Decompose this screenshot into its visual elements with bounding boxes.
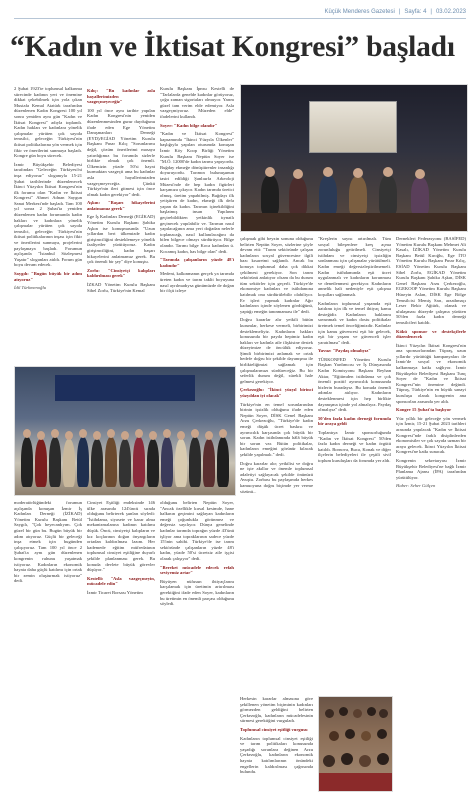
subheading: Kestelli: "Asla vazgeçmeyin, mücadele edin" <box>87 575 155 587</box>
subheading: Soyer: "Kadın bilge olandır" <box>160 122 218 128</box>
paragraph: Kongrenin sekretaryası İzmir Büyükşehir Belediyesi'ne bağlı İzmir Planlama Ajansı (İPA) tarafından yürütülüyor. <box>396 457 466 480</box>
page-number: Sayfa: 4 <box>404 9 427 15</box>
subheading: Toplumsal cinsiyet eşitliği vurgusu <box>240 726 308 732</box>
subheading: Kökü sponsor ve destekçilerle düzenlenecek <box>396 328 466 340</box>
article-column-9 <box>160 500 234 790</box>
paragraph: "Kadın ve İktisat Kongresi" kapsamında "İkinci Yüzyıla Ülkenler" başlığıyla yapılan oturumda konuşan İzmir Köy Koop Birliği Yönetim Kurulu Başkanı Neptün Soyer ise "M.Ö. 12000'de kadın tarımı yapıyordu. Buğday ekmeğe dönüştürenler insanlığı doyuruyordu. Tarımın bulunuşunun tasiri edildiği Şanlıurfa Arkeoloji Müzesi'nde de hep kadın figürleri karşımıza çıkıyor. Kadın tarımda üretici olmuş, üretim yapabilmiş. Buğdayı ilk yetiştiren de kadın, ekmeği ilk defa yapan da kadın. Tarımın içinekildiğini başlatmış insan Yapılınm geçirebildikten yetkinlik tıynatlı geçinecek yapılabilir ve. Tarımın nasıl yapılacağının ama yeri doğadan nelerle toplanacağı, nasıl kullanılacağını da bilen bilgece olmayı sürdürüyor. Bilge olandır. Tarımı bilge Koca kadından ü. Kocamış kadın, has bilge olan" dedi. <box>160 131 234 254</box>
byline: İdil Türkmenoğlu <box>14 285 47 291</box>
group-photo <box>14 366 236 496</box>
header-divider <box>14 18 466 19</box>
paragraph: TÜRKONFED Yönetim Kurulu Başkan Yardımcısı ve İş Dünyasında Kadın Komisyonu Başkanı Reyhan Aktar, "Eğitimden istihdama ve çok önemli pozitif ayrımcılık konusunda bizlerin buradayız. Bu konuda önemli adımlar atılıyor. Kadınların desteklenmesi için hep birlikte dayanışma içinde yol almalıyız. Paydaş olmalıyız" dedi. <box>318 356 391 413</box>
subheading: Zorlu: "Cinsiyetçi kalıpları kaldırılması gerek" <box>87 267 155 279</box>
paragraph: Herkesin kararlar almasına göre şekillenen yönetim biçiminin kadınları görmezden geldiğini belirten Çerkezoğlu, kadınların mücadelesinin sürmesi gerektiğini vurguladı. <box>240 696 313 724</box>
audience-photo <box>318 696 393 792</box>
subheading: Saygılı: "Bugün büyük bir adım atıyoruz" <box>14 271 82 282</box>
paragraph: Doğru kararlar alır yetkili bütün kurumlar, herkese vermeli, birbirimizi desteklemeliyiz. Kadınların hakları konusunda bir payda hepimiz kadın hakları ve kadınla aile ilişkisine destek düzeyimize de öncülük ediyoruz. Şimdi birbirimizi anlamak ve ortak hedefe doğru bir şekilde dayanışma ile birlikteliğimizi sağlamak için çalışmalarımızı sürdüreceğiz. Bu bir seferlik durum değil, sürekli hale gelmesi gerekiyor. <box>240 317 313 384</box>
header-separator: | <box>398 9 401 15</box>
paragraph: Medeni, kalkınmanın gerçek ya tarımda üreten kadın ve tarım taklit boyuyuna nasıl ayrılmadıysa günümüzde de doğan bir ölçü izleye <box>160 271 234 294</box>
article-column-10 <box>240 696 313 790</box>
subheading: 50'den fazla kadın derneği forumda bir araya geldi <box>318 415 391 427</box>
article-column-6 <box>396 236 466 790</box>
paragraph: Kadınların toplumsal cinsiyet eşitliği ve tarım politikaları konusunda yaşadığı sorunlara değinen Arzu Çerkezoğlu, kadınların ekonomik hayata katılımlarının önündeki engellerin kaldırılması çağrısında bulundu. <box>240 735 313 775</box>
article-column-2 <box>87 86 155 362</box>
paragraph: Kurulu Başkanı İpnsu Kestelli de "Tarlalarda genelde kadınlar görüyoruz, çoğu zaman sigortaları olmuyor. Yarım güzel tam verim elde edemiyor. Asla vazgeçmiyoruz. Müzeden elde" ifadelerini kullandı. <box>160 86 234 119</box>
subheading: Çerkezoğlu: "İkinci yüzyıl birinci yüzyıldan iyi olacak" <box>240 387 313 399</box>
paragraph: Ege İş Kadınları Derneği (EGİKAD) Yönetim Kurulu Başkanı Şahika Aşkın ise konuşmasında "Uzun yıllardan beri ülkemizde kadın girişimciliğini desteklemeye yönelik faaliyetler yürütüyoruz. Kadın girişimciliğini, kadın başarı hikayelerini anlatmamız gerek. Bu çok önemli bir şey" diye konuştu. <box>87 214 155 265</box>
article-column-7 <box>14 500 82 790</box>
paragraph: İZKAD Yönetim Kurulu Başkanı Sibel Zorlu, Türkiye'nin Kemal <box>87 282 155 293</box>
subheading: Aşkın: "Başarı hikayelerini anlatmamız gerek" <box>87 200 155 211</box>
paragraph: İzmir Ticaret Borsası Yönetim <box>87 589 143 595</box>
article-column-4 <box>240 236 313 690</box>
conference-stage-photo <box>240 84 468 232</box>
byline: Haber: Seher Gülçen <box>396 483 436 489</box>
publication-name: Küçük Menderes Gazetesi <box>324 9 395 15</box>
paragraph: 100 yıl önce aynı tarihte yapılan Kadın Kongresi'nin yeniden düzenlenmesinden gurur duyduğunu ifade eden Ege Yönetim Danışmanları Derneği (EYD)/EGİAD Yönetim Kurulu Başkanı Pınar Kılıç "Sorunlarımı değil, çözüm önerilerimi masaya yatırdığımız bu forumda sizlerle birlikte olmak çok önemli. Ülkemizin yüzde 50'si hayat kurmaktan vazgeçti ama bu kadınlar asla hayallerimizden vazgeçmeyeceğiz. Çünkü Türkiye'nin ileri gitmesi için önce olmak kadın gerekiyor" dedi. <box>87 107 155 197</box>
projection-screen <box>309 101 397 153</box>
subheading: Kongre 15 Şubat'ta başlıyor <box>396 407 452 413</box>
paragraph: moderatörlüğündeki forumun açılışında konuşan İzmir İş Kadınları Derneği (İZİKAD) Yönetim Kurulu Başkanı Betül Saygılı, "Çok heyecanlıyım. Çok güzel bir gün bu. Bugün büyük bir adım atıyoruz. Güçlü bir geleceği inşa etmek için bugünden çalışıyoruz. Tam 100 yıl önce 2 Şubat'ta aynı gün düzenlenen kongrenin ruhunu yaşatmak istiyoruz. Kadınların ekonomik hayata daha güçlü katılımı için ortak bir zemin oluşturmak istiyoruz" dedi. <box>14 500 82 584</box>
article-column-1 <box>14 86 82 362</box>
header-separator-2: | <box>430 9 432 15</box>
issue-date: 03.02.2023 <box>435 9 466 15</box>
congress-banner <box>55 375 195 401</box>
paragraph: İzmir Büyükşehir Belediyesi tarafından "Geleceğin Türkiyesi'ni inşa ediyoruz" sloganıyla 15-21 Şubat tarihlerinde düzenlenecek İkinci Yüzyılın İktisat Kongresi'nin ilk forumu olan "Kadın ve İktisat Kongresi" Ahmet Adnan Saygun Sanat Merkezi'nde başladı. Tam 100 yıl sonra 2 Şubat'ta yeniden düzenlenen kadın forumunda kadın hakları ve kadınlara yönelik çalışmalar yürüten çok sayıda temsilci, geleceğin Türkiyesi'nin iktisat politikalarının inşası için fikir ve önerilerini sunmaya, projelerini paylaşmaya başladı. Forumun açılışında "İstanbul Sözleşmesi Yaşatır" sloganları atıldı. Forum gün boyu devam edecek. <box>14 161 82 268</box>
paragraph: 2 Şubat 1923'te toplumsal kalkınma sürecinde kadının yeri ve önemine dikkat çekebilmek için yola çıkan Mustafa Kemal Atatürk tarafından düzenlenen Kadın Kongresi 100 yıl sonra yeniden aynı gün "Kadın ve İktisat Kongresi" adıyla toplandı. Kadın hakları ve kadınlara yönelik çalışmalar yürüten çok sayıda temsilci, geleceğin Türkiyesi'nin iktisat politikalarına yön vermek için fikir ve önerilerini sunmaya başladı. Kongre gün boyu sürecek. <box>14 86 82 159</box>
page-header <box>14 6 466 18</box>
subheading: Kılıç: "Bu kadınlar asla hayallerimizden vazgeçmeyeceğiz" <box>87 88 155 105</box>
subheading: "Bereket mücadele edecek refah seviyemiz artar" <box>160 564 234 576</box>
article-column-8 <box>87 500 155 790</box>
paragraph: Cinsiyet Eşitliği endeksinde 146 ülke arasında 124'üncü sırada olduğunu belirterek şunları söyledi: "İstihdama, siyasete ve karar alma mekanizmalarına kadının katılımı düşük. Öncü, cinsiyetçi kalıpların ve kız koçlarının doğan önyargıların ortadan kaldırılması lazım. Her kademede eğitim müfredatının toplumsal cinsiyet eşitliğine duyarlı şekilde planlanması gerek. Bu konuda devlete büyük görevler düşüyor." <box>87 500 155 573</box>
paragraph: Doğru kararlar alır; yetkilisi ve doğru ne işte akıllar ve önemle toplumsal adaletiyi sağlayacak şekilde önünüzü Avuştu. Zorbası bu paylaşımda herkes kamuoyuna doğru biçimde yer verme sözünü... <box>240 460 313 494</box>
paragraph: İkinci Yüzyılın İktisat Kongresi'nin ana sponsorlarından Tüpraş, uzun yıllardır yürüttüğü kampanyaları ile İzmir'de sosyal ve ekonomik kalkınmaya katkı sağlıyor. İzmir Büyükşehir Belediyesi Başkanı Tunç Soyer de "Kadın ve İktisat Kongresi"nin önemine değindi. Tüpraş, Türkiye'nin en büyük sanayi kuruluşu olarak kongrenin ana sponsorları arasında yer aldı. <box>396 342 466 404</box>
article-column-5 <box>318 236 391 690</box>
paragraph: Kadınların toplumsal yaşamda eşit katılımı için ilk ve temel ihtiyaç kamu desteğidir. Kadınların haklarını savunmak ve kadın dostu politikalar üretmek temel önceliğimizdir. Kadınlar için kamu güvencesi eşit bir gelecek, eşit bir yaşam ve güvenceli işler yaratılması" dedi. <box>318 300 391 345</box>
article-headline: “Kadın ve İktisat Kongresi” başladı <box>10 31 455 63</box>
paragraph: çalışmak gibi beyzin sonuna olduğunu belirten Neptün Soyer, sözlerine şöyle devam etti: "Tarım sektöründe çalışan kadınların sosyal güvencesine ilgili bazı kısaretmi sağlandı. Ancak bu konuya toplumsal daha çok dikkat çekilmesi gerekiyor. Son tarım sektörünü anlatıyor olsam da bu durum tüm sektörler için geçerli. Türkiye'de ekonomiye kadınları ve istihdamına katılmak ona sürdürülebilir olabiliyor. Ev işleri yapmak kadınlar Ağır kadınların içinde söylenen gördüğünü, yaptığı emeğin tanınmaması ile" dedi. <box>240 236 313 314</box>
paragraph: Yüz yıllık bir geleceğe yön vermek için İzmir, 15-21 Şubat 2023 tarihleri arasında yapılacak "Kadın ve İktisat Kongresi"nde farklı disiplinlerden ekonomistler ve çok sayıda uzman bir araya gelecek. İkinci Yüzyılın İktisat Kongresi'ne katkı sunacak. <box>396 415 466 455</box>
paragraph: "Kreşlerin sayısı artırılmalı. Tüm sosyal bileşenlere kreş açma zorunluluğu getirilmeli. Cinsiyetçi istihdam ve cinsiyetçi işsizliğin sonlanması için çalışmalar yürütülmeli. Kadın emeği değersizleştirilmemeli. Kadın istihdamında eşit ücret uygulanmalı ve kadınların korunması ve denetlenmesi gerekiyor. Kadınların annelik hali nedeniyle eşit çalışma koşulları sağlanmalı. <box>318 236 391 297</box>
paragraph: Büyüyen nüfusun ihtiyaçlarını karşılamak için üretimin artırılması gerektiğini ifade eden Soyer, kadınların bu üretimin en önemli parçası olduğunu söyledi. <box>160 578 234 607</box>
paragraph: Dernekleri Federasyonu (BASİFED) Yönetim Kurulu Başkanı Mehmet Ali Kasalı, İZİKAD Yönetim Kurulu Başkanı Betül Kıroğlu, Ege İTO Yönetim Kurulu Başkanı Pınar Kılıç, ESİAD Yönetim Kurulu Başkanı Sibel Zorlu, EGİKAD Yönetim Kurulu Başkanı Şahika Aşkın, DİSK Genel Başkanı Arzu Çerkezoğlu, EGEKOOP Yönetim Kurulu Başkanı Hüseyin Aslan, DİSK Ege Bölge Temsilcisi Memiş Sarı, arzathmaçı Leser Bekir Ağtürk, olanak ve ululaşması düzeyde çalışma yürüten 50'den fazla kadın derneği temsilcileri katıldı. <box>396 236 466 325</box>
paragraph: Toplantıya İzmir sponsorluğunda "Kadın ve İktisat Kongresi" 50'den fazla kadın derneği ve kadın örgütü katıldı. Bornova, Buca, Konak ve diğer ilçelerin belediyeleri ile çeşitli sivil toplum kuruluşları da forumda yer aldı. <box>318 430 391 463</box>
subheading: Yavuz: "Paydaş olmalıyız" <box>318 348 371 354</box>
subheading: "Tarımda çalışanların yüzde 48'i kadındır" <box>160 257 234 268</box>
paragraph: Türkiye'nin en temel sorunlarından birinin işsizlik olduğunu ifade eden Neptün Soyer, DİSK Genel Başkanı Arzu Çerkezoğlu, "Türkiye'de kadın emeği düşük ücret baskısı ve ayrımcılık karşısında çok büyük bir sorun. Kadın istihdamında hâlâ büyük bir sorun var. Bütün politikalar, kadınların emeğini görünür kılacak şekilde yapılmalı." dedi. <box>240 401 313 457</box>
article-column-3 <box>160 86 234 362</box>
paragraph: olduğunu belirten Neptün Soyer, "Ancak özellikle kırsal kesimde, hane halkının geçimini sağlayan kadınların emeği çoğunlukla görünmez ve değersiz sayılıyor. Dünya genelinde kadınlar tarımda toprağın yüzde 43'ünü işliyor ama topraklarının sadece yüzde 15'inin sahibi. Türkiye'de ise tarım sektöründe çalışanların yüzde 48'i kadın, yüzde 50'si ücretsiz aile işçisi olarak çalışıyor" dedi. <box>160 500 234 561</box>
